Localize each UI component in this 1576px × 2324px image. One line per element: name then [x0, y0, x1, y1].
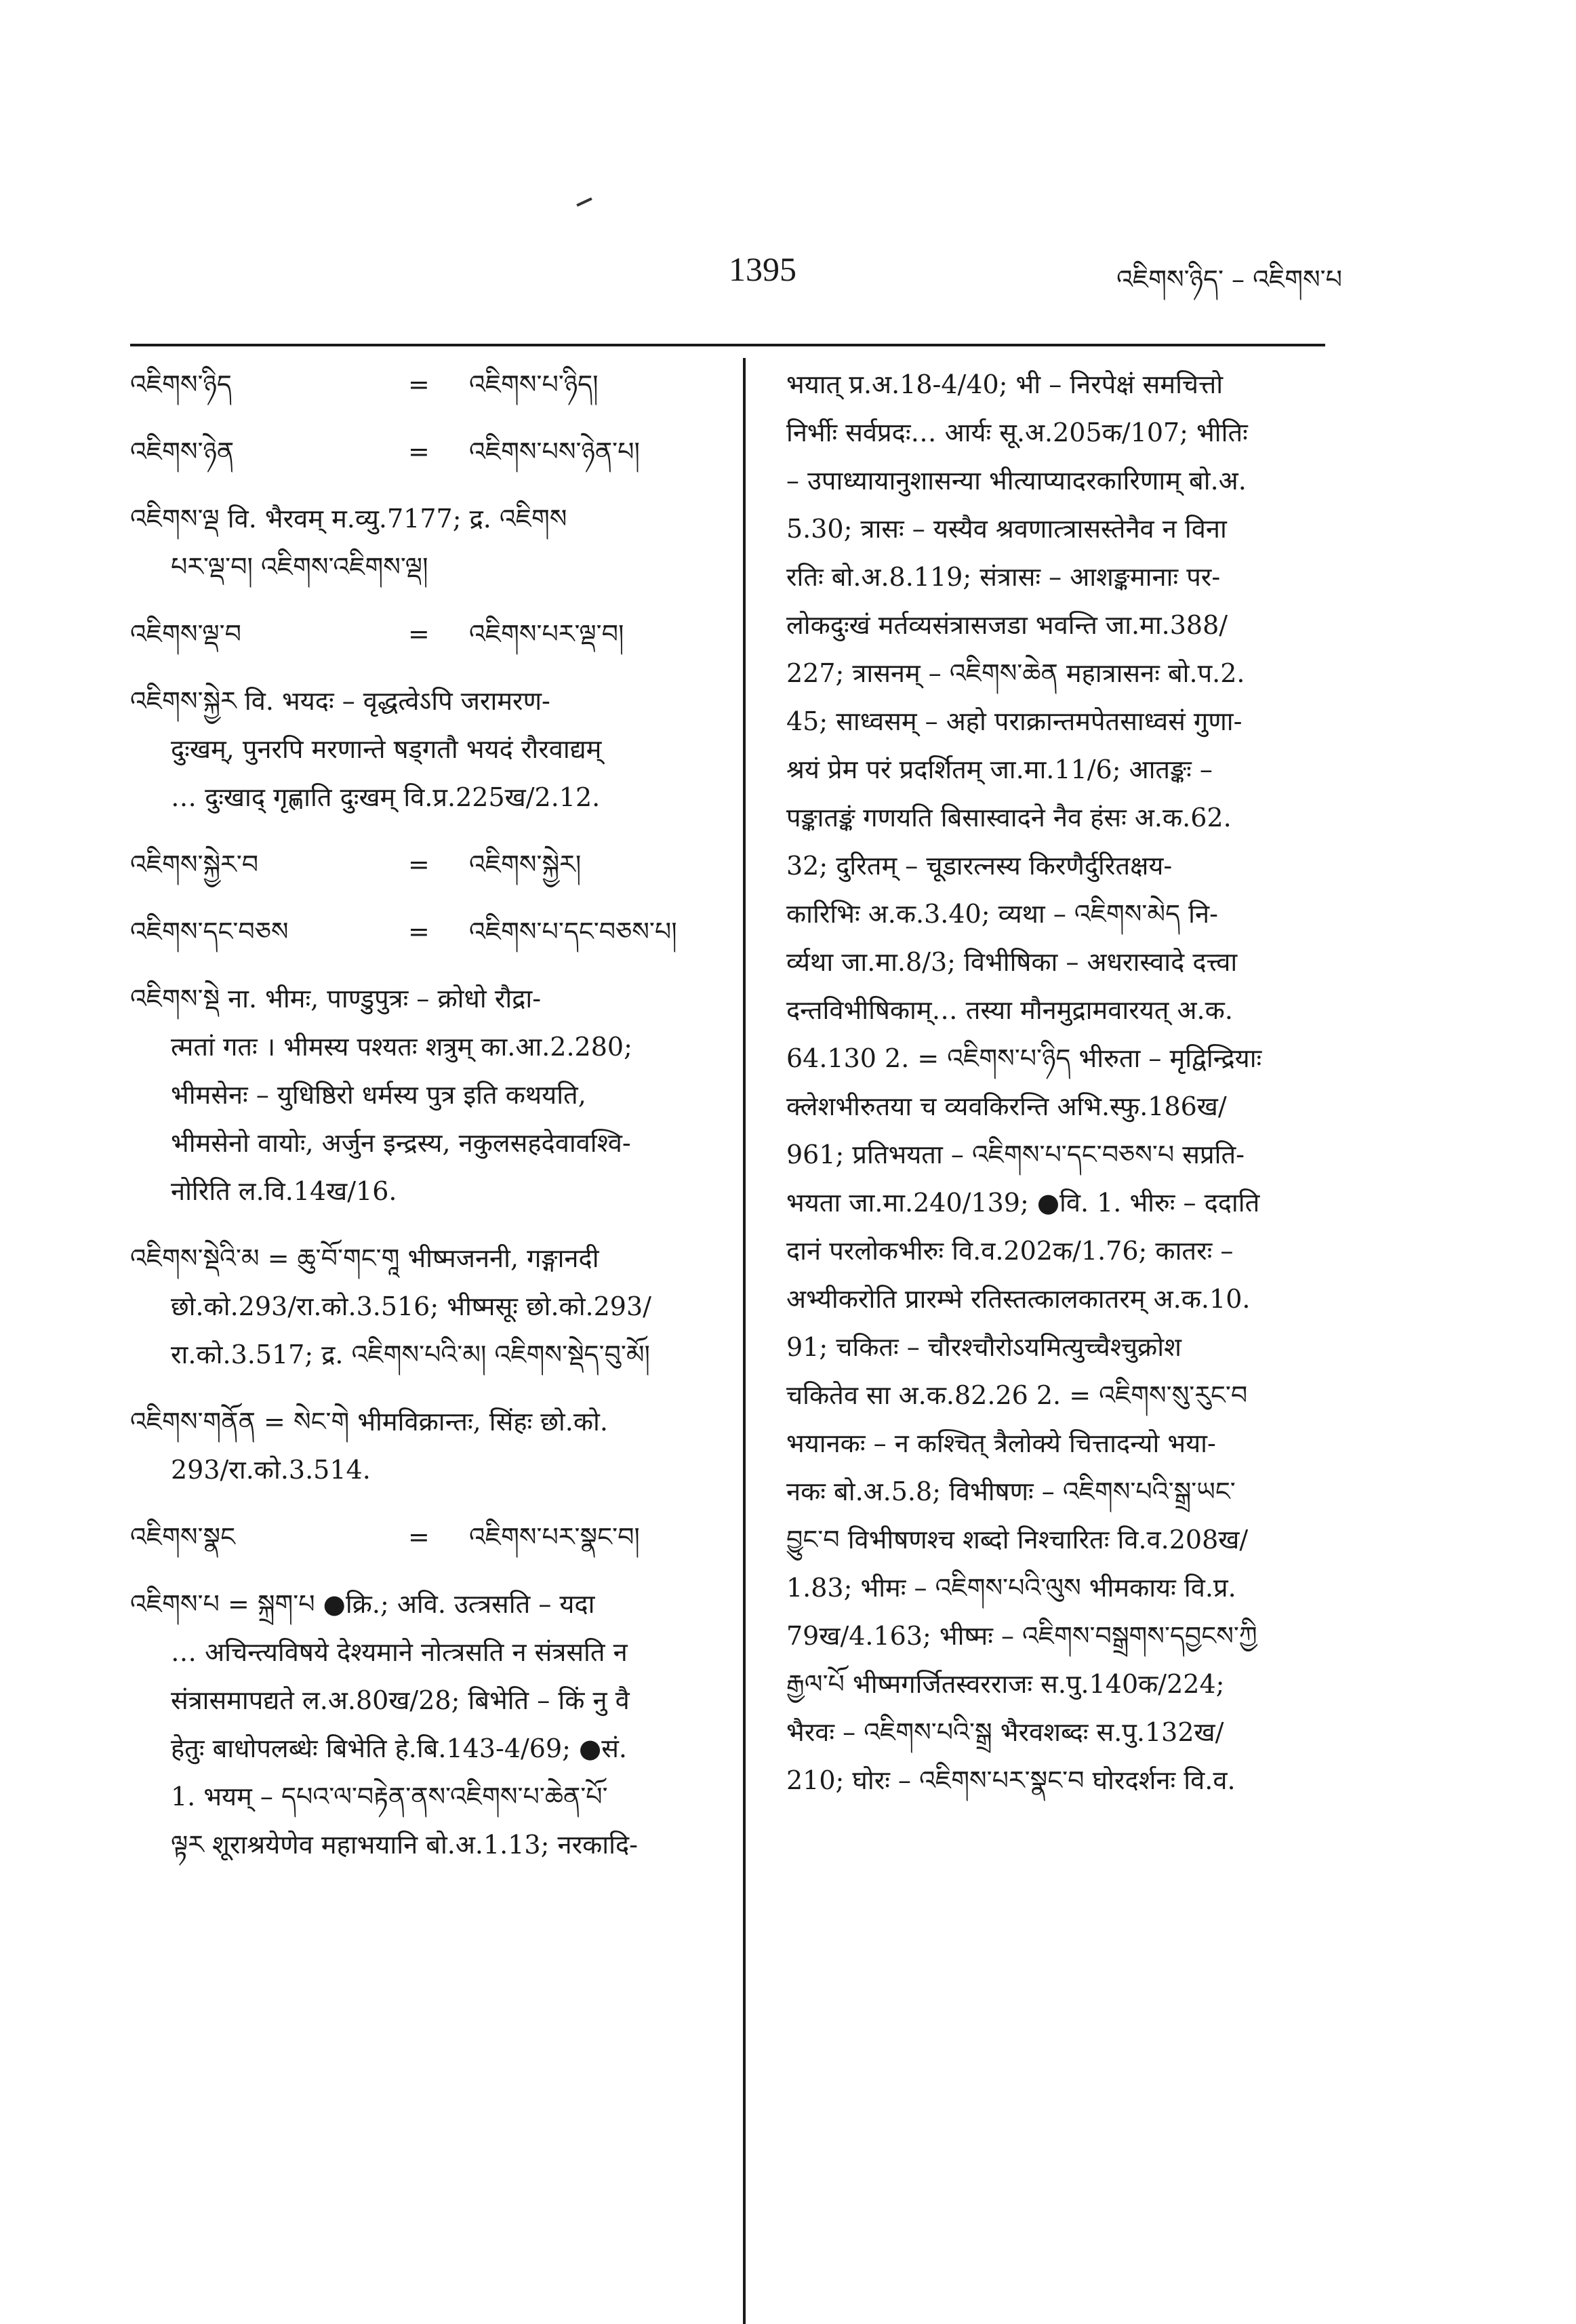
text-line: अभ्यीकरोति प्रारम्भे रतिस्तत्कालकातरम् अ.क.10.: [786, 1284, 1251, 1314]
entry-continuation-line: भीमसेनो वायोः, अर्जुन इन्द्रस्य, नकुलसहदेवावश्वि-: [171, 1128, 631, 1158]
entry-line: འཇིགས་སྐྱེར वि. भयदः – वृद्धत्वेऽपि जरामरण-: [130, 686, 550, 716]
headword: འཇིགས་སྣང: [130, 1522, 236, 1552]
cross-reference-target: འཇིགས་པ་ཉིད།: [469, 369, 599, 399]
cross-reference-entry: [130, 908, 706, 956]
text-line: नकः बो.अ.5.8; विभीषणः – འཇིགས་པའི་སྒྲ་ཡང་: [786, 1477, 1236, 1506]
text-line: चकितेव सा अ.क.82.26 2. = འཇིགས་སུ་རུང་བ: [786, 1380, 1248, 1410]
text-line: श्रयं प्रेम परं प्रदर्शितम् जा.मा.11/6; आतङ्कः –: [786, 755, 1213, 784]
headword: འཇིགས་སྐྱེར་བ: [130, 849, 259, 879]
header-rule: [130, 344, 1325, 346]
page-number: 1395: [729, 250, 796, 288]
entry-continuation-line: हेतुः बाधोपलब्धेः बिभेति हे.बि.143-4/69; ●सं.: [171, 1734, 627, 1763]
text-line: रतिः बो.अ.8.119; संत्रासः – आशङ्कमानाः पर-: [786, 562, 1221, 592]
left-column: [130, 361, 706, 1869]
equals-sign: =: [408, 849, 430, 879]
entry-continuation-line: 293/रा.को.3.514.: [171, 1455, 371, 1485]
text-line: लोकदुःखं मर्तव्यसंत्रासजडा भवन्ति जा.मा.388/: [786, 610, 1228, 640]
entry-continuation-line: ལྟར शूराश्रयेणेव महाभयानि बो.अ.1.13; नरकादि-: [171, 1830, 639, 1860]
cross-reference-entry: [130, 1513, 706, 1561]
entry-continuation-line: … अचिन्त्यविषये देश्यमाने नोत्त्रसति न संत्रसति न: [171, 1637, 628, 1667]
text-line: निर्भीः सर्वप्रदः… आर्यः सू.अ.205क/107; भीतिः: [786, 418, 1248, 447]
text-line: རྒྱལ་པོ भीष्मगर्जितस्वरराजः स.पु.140क/224;: [786, 1669, 1225, 1699]
text-line: कारिभिः अ.क.3.40; व्यथा – འཇིགས་མེད नि-: [786, 899, 1218, 929]
text-line: བྱུང་བ विभीषणश्च शब्दो निश्चारितः वि.व.208ख/: [786, 1525, 1249, 1555]
headword: འཇིགས་ཉིད: [130, 369, 232, 399]
cross-reference-entry: [130, 361, 706, 409]
text-line: 45; साध्वसम् – अहो पराक्रान्तमपेतसाध्वसं गुणा-: [786, 706, 1242, 736]
entry-continuation-line: संत्रासमापद्यते ल.अ.80ख/28; बिभेति – किं नु वै: [171, 1685, 630, 1715]
equals-sign: =: [408, 1522, 430, 1552]
entry-line: འཇིགས་སྡེ ना. भीमः, पाण्डुपुत्रः – क्रोधो रौद्रा-: [130, 984, 542, 1014]
text-line: 961; प्रतिभयता – འཇིགས་པ་དང་བཅས་པ सप्रति-: [786, 1140, 1245, 1169]
entry-continuation-line: པར་ལྡ་བ། འཇིགས་འཇིགས་ལྡ།: [171, 552, 428, 582]
entry-line: འཇིགས་པ = སྐྲག་པ ●क्रि.; अवि. उत्त्रसति – यदा: [130, 1589, 595, 1619]
column-divider: [743, 358, 746, 2324]
text-line: र्व्यथा जा.मा.8/3; विभीषिका – अधरास्वादे दत्त्वा: [786, 947, 1238, 977]
text-line: दन्तविभीषिकाम्… तस्या मौनमुद्रामवारयत् अ.क.: [786, 995, 1233, 1025]
text-line: दानं परलोकभीरुः वि.व.202क/1.76; कातरः –: [786, 1236, 1234, 1266]
entry-continuation-line: नोरिति ल.वि.14ख/16.: [171, 1176, 397, 1206]
equals-sign: =: [408, 369, 430, 399]
text-line: भयात् प्र.अ.18-4/40; भी – निरपेक्षं समचित्तो: [786, 369, 1224, 399]
running-head: འཇིགས་ཉིད་ – འཇིགས་པ: [1116, 264, 1342, 294]
headword: འཇིགས་ཉེན: [130, 437, 235, 466]
text-line: 1.83; भीमः – འཇིགས་པའི་ལུས भीमकायः वि.प्र.: [786, 1573, 1236, 1603]
equals-sign: =: [408, 437, 430, 466]
text-line: 210; घोरः – འཇིགས་པར་སྣང་བ घोरदर्शनः वि.व.: [786, 1765, 1236, 1795]
equals-sign: =: [408, 619, 430, 649]
text-line: 64.130 2. = འཇིགས་པ་ཉིད भीरुता – मृद्विन्द्रियाः: [786, 1043, 1262, 1073]
cross-reference-target: འཇིགས་པས་ཉེན་པ།: [469, 437, 640, 466]
entry-continuation-line: … दुःखाद् गृह्णाति दुःखम् वि.प्र.225ख/2.12.: [171, 782, 601, 812]
headword: འཇིགས་དང་བཅས: [130, 917, 289, 946]
cross-reference-entry: [130, 841, 706, 889]
text-line: पङ्कातङ्कं गणयति बिसास्वादने नैव हंसः अ.क.62.: [786, 803, 1232, 833]
cross-reference-target: འཇིགས་པ་དང་བཅས་པ།: [469, 917, 677, 946]
entry-line: འཇིགས་ལྡ वि. भैरवम् म.व्यु.7177; द्र. འཇིགས: [130, 504, 567, 534]
headword: འཇིགས་ལྡ་བ: [130, 619, 242, 649]
cross-reference-entry: [130, 428, 706, 476]
scan-mark: [576, 197, 592, 207]
cross-reference-target: འཇིགས་པར་ལྡ་བ།: [469, 619, 624, 649]
entry-continuation-line: भीमसेनः – युधिष्ठिरो धर्मस्य पुत्र इति कथयति,: [171, 1080, 586, 1110]
text-line: भयता जा.मा.240/139; ●वि. 1. भीरुः – ददाति: [786, 1188, 1260, 1218]
entry-continuation-line: रा.को.3.517; द्र. འཇིགས་པའི་མ། འཇིགས་སྡེད་བུ་མོ།: [171, 1340, 650, 1369]
entry-line: འཇིགས་གནོན = སེང་གེ भीमविक्रान्तः, सिंहः छो.को.: [130, 1407, 608, 1437]
entry-continuation-line: दुःखम्, पुनरपि मरणान्ते षड्गतौ भयदं रौरवाद्यम्: [171, 734, 602, 764]
text-line: भयानकः – न कश्चित् त्रैलोक्ये चित्तादन्यो भया-: [786, 1428, 1216, 1458]
entry-continuation-line: त्मतां गतः । भीमस्य पश्यतः शत्रुम् का.आ.2.280;: [171, 1032, 632, 1062]
entry-continuation-line: छो.को.293/रा.को.3.516; भीष्मसूः छो.को.293/: [171, 1291, 651, 1321]
text-line: 5.30; त्रासः – यस्यैव श्रवणात्त्रासस्तेनैव न विना: [786, 514, 1227, 544]
equals-sign: =: [408, 917, 430, 946]
text-line: क्लेशभीरुतया च व्यवकिरन्ति अभि.स्फु.186ख/: [786, 1091, 1227, 1121]
cross-reference-target: འཇིགས་པར་སྣང་བ།: [469, 1522, 640, 1552]
text-line: – उपाध्यायानुशासन्या भीत्याप्यादरकारिणाम् बो.अ.: [786, 466, 1247, 496]
text-line: भैरवः – འཇིགས་པའི་སྒྲ भैरवशब्दः स.पु.132ख/: [786, 1717, 1224, 1747]
entry-line: འཇིགས་སྡེའི་མ = ཆུ་བོ་གང་གཱ भीष्मजननी, गङ्गानदी: [130, 1243, 599, 1273]
cross-reference-entry: [130, 610, 706, 658]
text-line: 32; दुरितम् – चूडारत्नस्य किरणैर्दुरितक्षय-: [786, 851, 1173, 881]
text-line: 79ख/4.163; भीष्मः – འཇིགས་བསྒྲགས་དབྱངས་ཀྱི: [786, 1621, 1257, 1651]
text-line: 227; त्रासनम् – འཇིགས་ཆེན महात्रासनः बो.प.2.: [786, 658, 1245, 688]
cross-reference-target: འཇིགས་སྐྱེར།: [469, 849, 582, 879]
text-line: 91; चकितः – चौरश्चौरोऽयमित्युच्चैश्चुक्रोश: [786, 1332, 1181, 1362]
right-column: [786, 361, 1329, 1805]
entry-continuation-line: 1. भयम् – དཔའ་ལ་བརྟེན་ནས་འཇིགས་པ་ཆེན་པོ་: [171, 1782, 608, 1811]
